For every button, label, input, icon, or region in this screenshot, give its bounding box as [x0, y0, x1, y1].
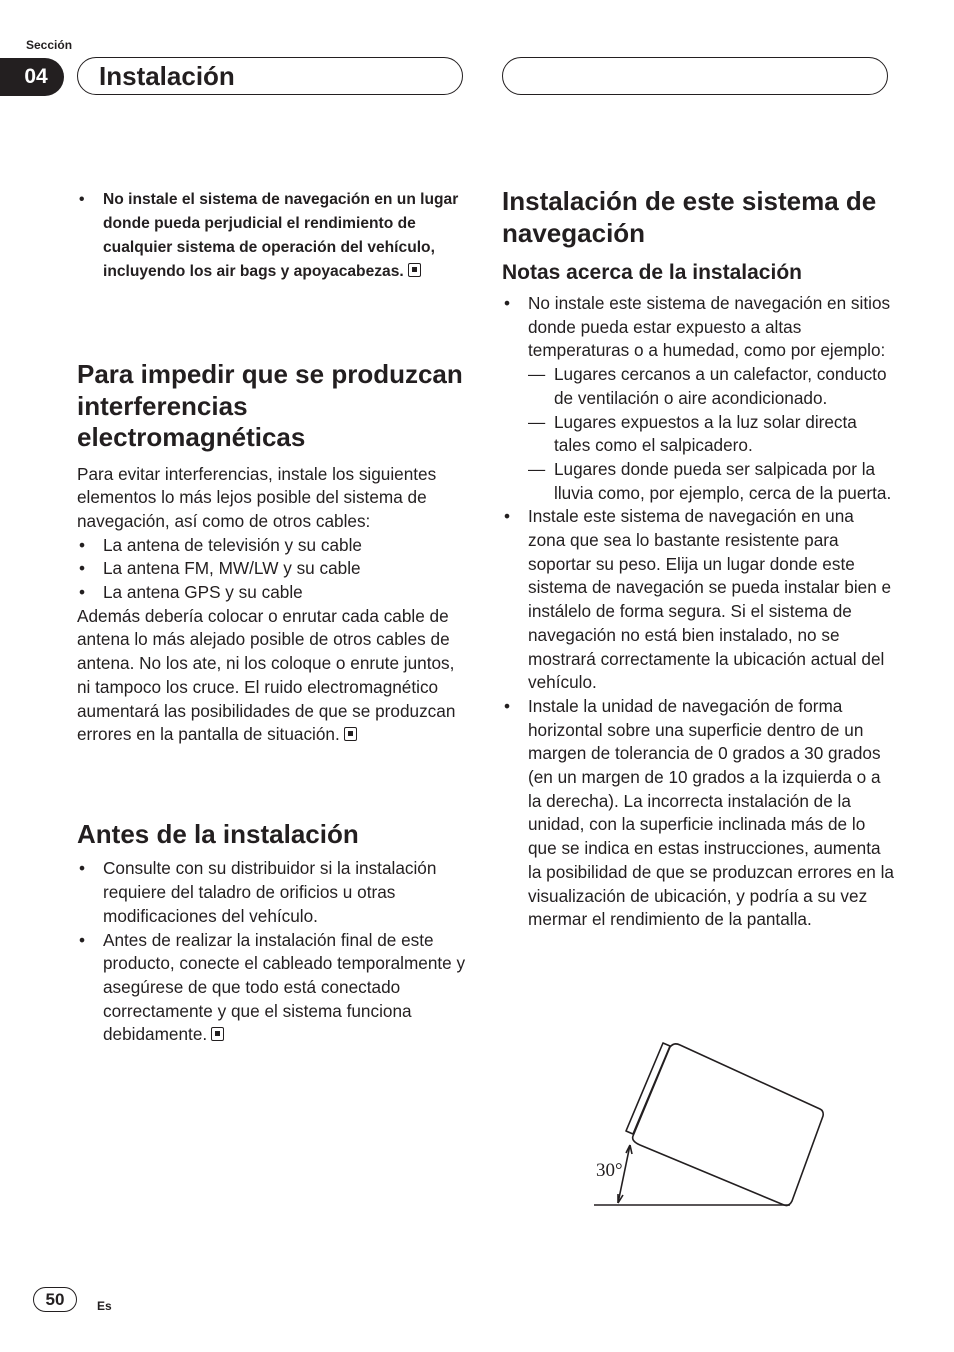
list-item: • La antena FM, MW/LW y su cable	[77, 557, 467, 581]
language-code: Es	[97, 1299, 112, 1313]
warning-text: No instale el sistema de navegación en un lugar donde pueda perjudicial el rendimiento de cualquier sistema de operación del vehículo, incluyendo los air bags y apoyacabezas.	[103, 191, 459, 280]
list-item	[502, 292, 894, 505]
list-item: • La antena de televisión y su cable	[77, 534, 467, 558]
list-item	[77, 929, 467, 1048]
angle-label: 30°	[596, 1160, 623, 1181]
sub-list	[528, 363, 894, 505]
sub-list-item: — Lugares expuestos a la luz solar directa tales como el salpicadero.	[528, 411, 894, 458]
right-column	[502, 186, 894, 932]
header-empty-pill	[502, 57, 888, 95]
page-number: 50	[33, 1287, 77, 1312]
unit-front-panel-shape	[626, 1043, 670, 1134]
before-installation-heading: Antes de la instalación	[77, 818, 359, 849]
section-number-badge: 04	[0, 58, 64, 96]
section-title: Instalación	[77, 57, 463, 95]
installation-heading: Instalación de este sistema de navegación	[502, 186, 877, 248]
warning-item	[77, 188, 467, 284]
end-mark-icon	[344, 727, 357, 741]
sub-list-item: — Lugares cercanos a un calefactor, conducto de ventilación o aire acondicionado.	[528, 363, 894, 410]
installation-notes-list	[502, 292, 894, 932]
list-item: • La antena GPS y su cable	[77, 581, 467, 605]
list-item: • Instale este sistema de navegación en una zona que sea lo bastante resistente para soportar su peso. Elija un lugar donde este sistema de navegación se pueda instalar bien e instálelo de forma segura. Si el sistema de navegación no está bien instalado, no se mostrará correctamente la ubicación actual del vehículo.	[502, 505, 894, 695]
end-mark-icon	[211, 1027, 224, 1041]
before-installation-list	[77, 857, 467, 1047]
list-item-text: No instale este sistema de navegación en sitios donde pueda estar expuesto a altas temperaturas o a humedad, como por ejemplo:	[528, 293, 891, 361]
interference-heading: Para impedir que se produzcan interferencias electromagnéticas	[77, 359, 463, 452]
tilt-angle-diagram	[588, 1035, 838, 1215]
sub-list-item: — Lugares donde pueda ser salpicada por la lluvia como, por ejemplo, cerca de la puerta.	[528, 458, 894, 505]
end-mark-icon	[408, 263, 421, 277]
interference-intro: Para evitar interferencias, instale los siguientes elementos lo más lejos posible del sistema de navegación, así como de otros cables:	[77, 463, 437, 531]
installation-notes-heading: Notas acerca de la instalación	[502, 261, 802, 284]
interference-closing	[77, 605, 467, 747]
interference-list	[77, 534, 467, 605]
section-label: Sección	[26, 38, 73, 52]
list-item: • Consulte con su distribuidor si la instalación requiere del taladro de orificios u otras modificaciones del vehículo.	[77, 857, 467, 928]
warning-list	[77, 188, 467, 284]
list-item: • Instale la unidad de navegación de forma horizontal sobre una superficie dentro de un margen de tolerancia de 0 grados a 30 grados (en un margen de 10 grados a la izquierda o a la derecha). La incorrecta instalación de la unidad, con la superficie inclinada más de lo que se indica en estas instrucciones, aumenta la posibilidad de que se produzcan errores en la visualización de ubicación, y podría a su vez mermar el rendimiento de la pantalla.	[502, 695, 894, 932]
interference-closing-text: Además debería colocar o enrutar cada cable de antena lo más alejado posible de otros cables de antena. No los ate, ni los coloque o enrute juntos, ni tampoco los cruce. El ruido electromagnético aumentará las posibilidades de que se produzcan errores en la pantalla de situación.	[77, 605, 456, 745]
angle-arrow-head-bottom	[618, 1194, 623, 1203]
list-item-text: Antes de realizar la instalación final de este producto, conecte el cableado temporalmente y asegúrese de que todo está conectado correctamente y que el sistema funciona debidamente.	[103, 929, 466, 1045]
left-column	[77, 187, 467, 1047]
